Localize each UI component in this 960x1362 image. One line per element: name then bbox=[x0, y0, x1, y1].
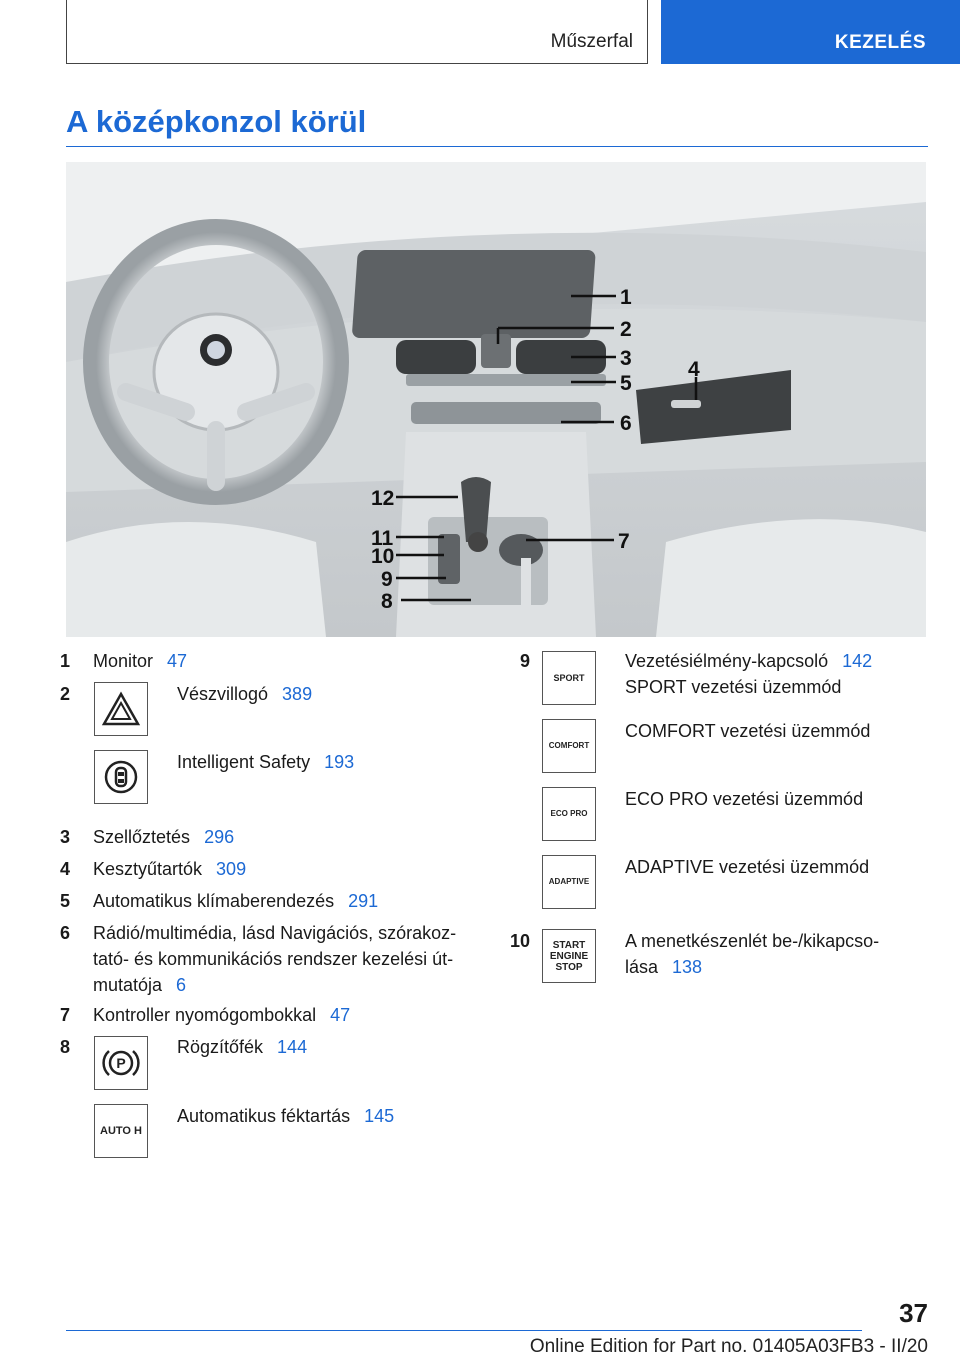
header-chapter-tab[interactable] bbox=[661, 0, 960, 64]
section-title: Műszerfal bbox=[550, 31, 633, 52]
page-ref-link[interactable]: 291 bbox=[348, 891, 379, 911]
legend-item-2b-text: Intelligent Safety 193 bbox=[177, 752, 355, 772]
page-title: A középkonzol körül bbox=[66, 104, 367, 139]
parking-brake-icon bbox=[94, 1036, 148, 1090]
sport-mode-icon: SPORT bbox=[542, 651, 596, 705]
legend-item-2-text: Vészvillogó 389 bbox=[177, 684, 313, 704]
legend-item-8b-text: Automatikus féktartás 145 bbox=[177, 1106, 395, 1126]
legend-item-9-text: Vezetésiélmény-kapcsoló 142 SPORT vezetési üzemmód bbox=[625, 651, 873, 697]
callout-4: 4 bbox=[688, 358, 700, 381]
page-ref-link[interactable]: 193 bbox=[324, 752, 355, 772]
page-ref-link[interactable]: 296 bbox=[204, 827, 235, 847]
page-ref-link[interactable]: 138 bbox=[672, 957, 703, 977]
page-number: 37 bbox=[899, 1298, 928, 1328]
page-ref-link[interactable]: 47 bbox=[167, 651, 188, 671]
intelligent-safety-icon bbox=[94, 750, 148, 804]
callout-5: 5 bbox=[620, 372, 632, 395]
title-divider bbox=[66, 146, 928, 147]
callout-3: 3 bbox=[620, 347, 632, 370]
legend-item-9b-text: COMFORT vezetési üzemmód bbox=[625, 721, 871, 741]
legend-item-10-text: A menetkészenlét be-/kikapcso- lása 138 bbox=[625, 931, 880, 977]
page-ref-link[interactable]: 47 bbox=[330, 1005, 351, 1025]
adaptive-mode-icon: ADAPTIVE bbox=[542, 855, 596, 909]
footer-divider bbox=[66, 1330, 862, 1331]
callout-1: 1 bbox=[620, 286, 632, 309]
comfort-mode-icon: COMFORT bbox=[542, 719, 596, 773]
callout-12: 12 bbox=[371, 487, 395, 510]
page-ref-link[interactable]: 142 bbox=[842, 651, 873, 671]
page-ref-link[interactable]: 389 bbox=[282, 684, 313, 704]
start-stop-icon: START ENGINE STOP bbox=[542, 929, 596, 983]
chapter-title: KEZELÉS bbox=[834, 32, 926, 53]
callout-8: 8 bbox=[381, 590, 393, 613]
legend-item-9d-text: ADAPTIVE vezetési üzemmód bbox=[625, 857, 870, 877]
page-ref-link[interactable]: 145 bbox=[364, 1106, 395, 1126]
legend-item-9c-text: ECO PRO vezetési üzemmód bbox=[625, 789, 864, 809]
legend-item-8-text: Rögzítőfék 144 bbox=[177, 1037, 308, 1057]
header-section bbox=[66, 0, 648, 64]
callout-10: 10 bbox=[371, 545, 395, 568]
callout-2: 2 bbox=[620, 318, 632, 341]
callout-7: 7 bbox=[618, 530, 630, 553]
page-ref-link[interactable]: 144 bbox=[277, 1037, 308, 1057]
callout-6: 6 bbox=[620, 412, 632, 435]
page-ref-link[interactable]: 6 bbox=[176, 975, 187, 995]
callout-11: 11 bbox=[371, 527, 394, 550]
center-console-photo bbox=[66, 162, 926, 637]
eco-pro-mode-icon: ECO PRO bbox=[542, 787, 596, 841]
page-ref-link[interactable]: 309 bbox=[216, 859, 247, 879]
callout-9: 9 bbox=[381, 568, 393, 591]
footer-edition: Online Edition for Part no. 01405A03FB3 - II/20 bbox=[529, 1336, 928, 1357]
auto-hold-icon: AUTO H bbox=[94, 1104, 148, 1158]
hazard-warning-icon bbox=[94, 682, 148, 736]
svg-text:P: P bbox=[116, 1055, 126, 1071]
